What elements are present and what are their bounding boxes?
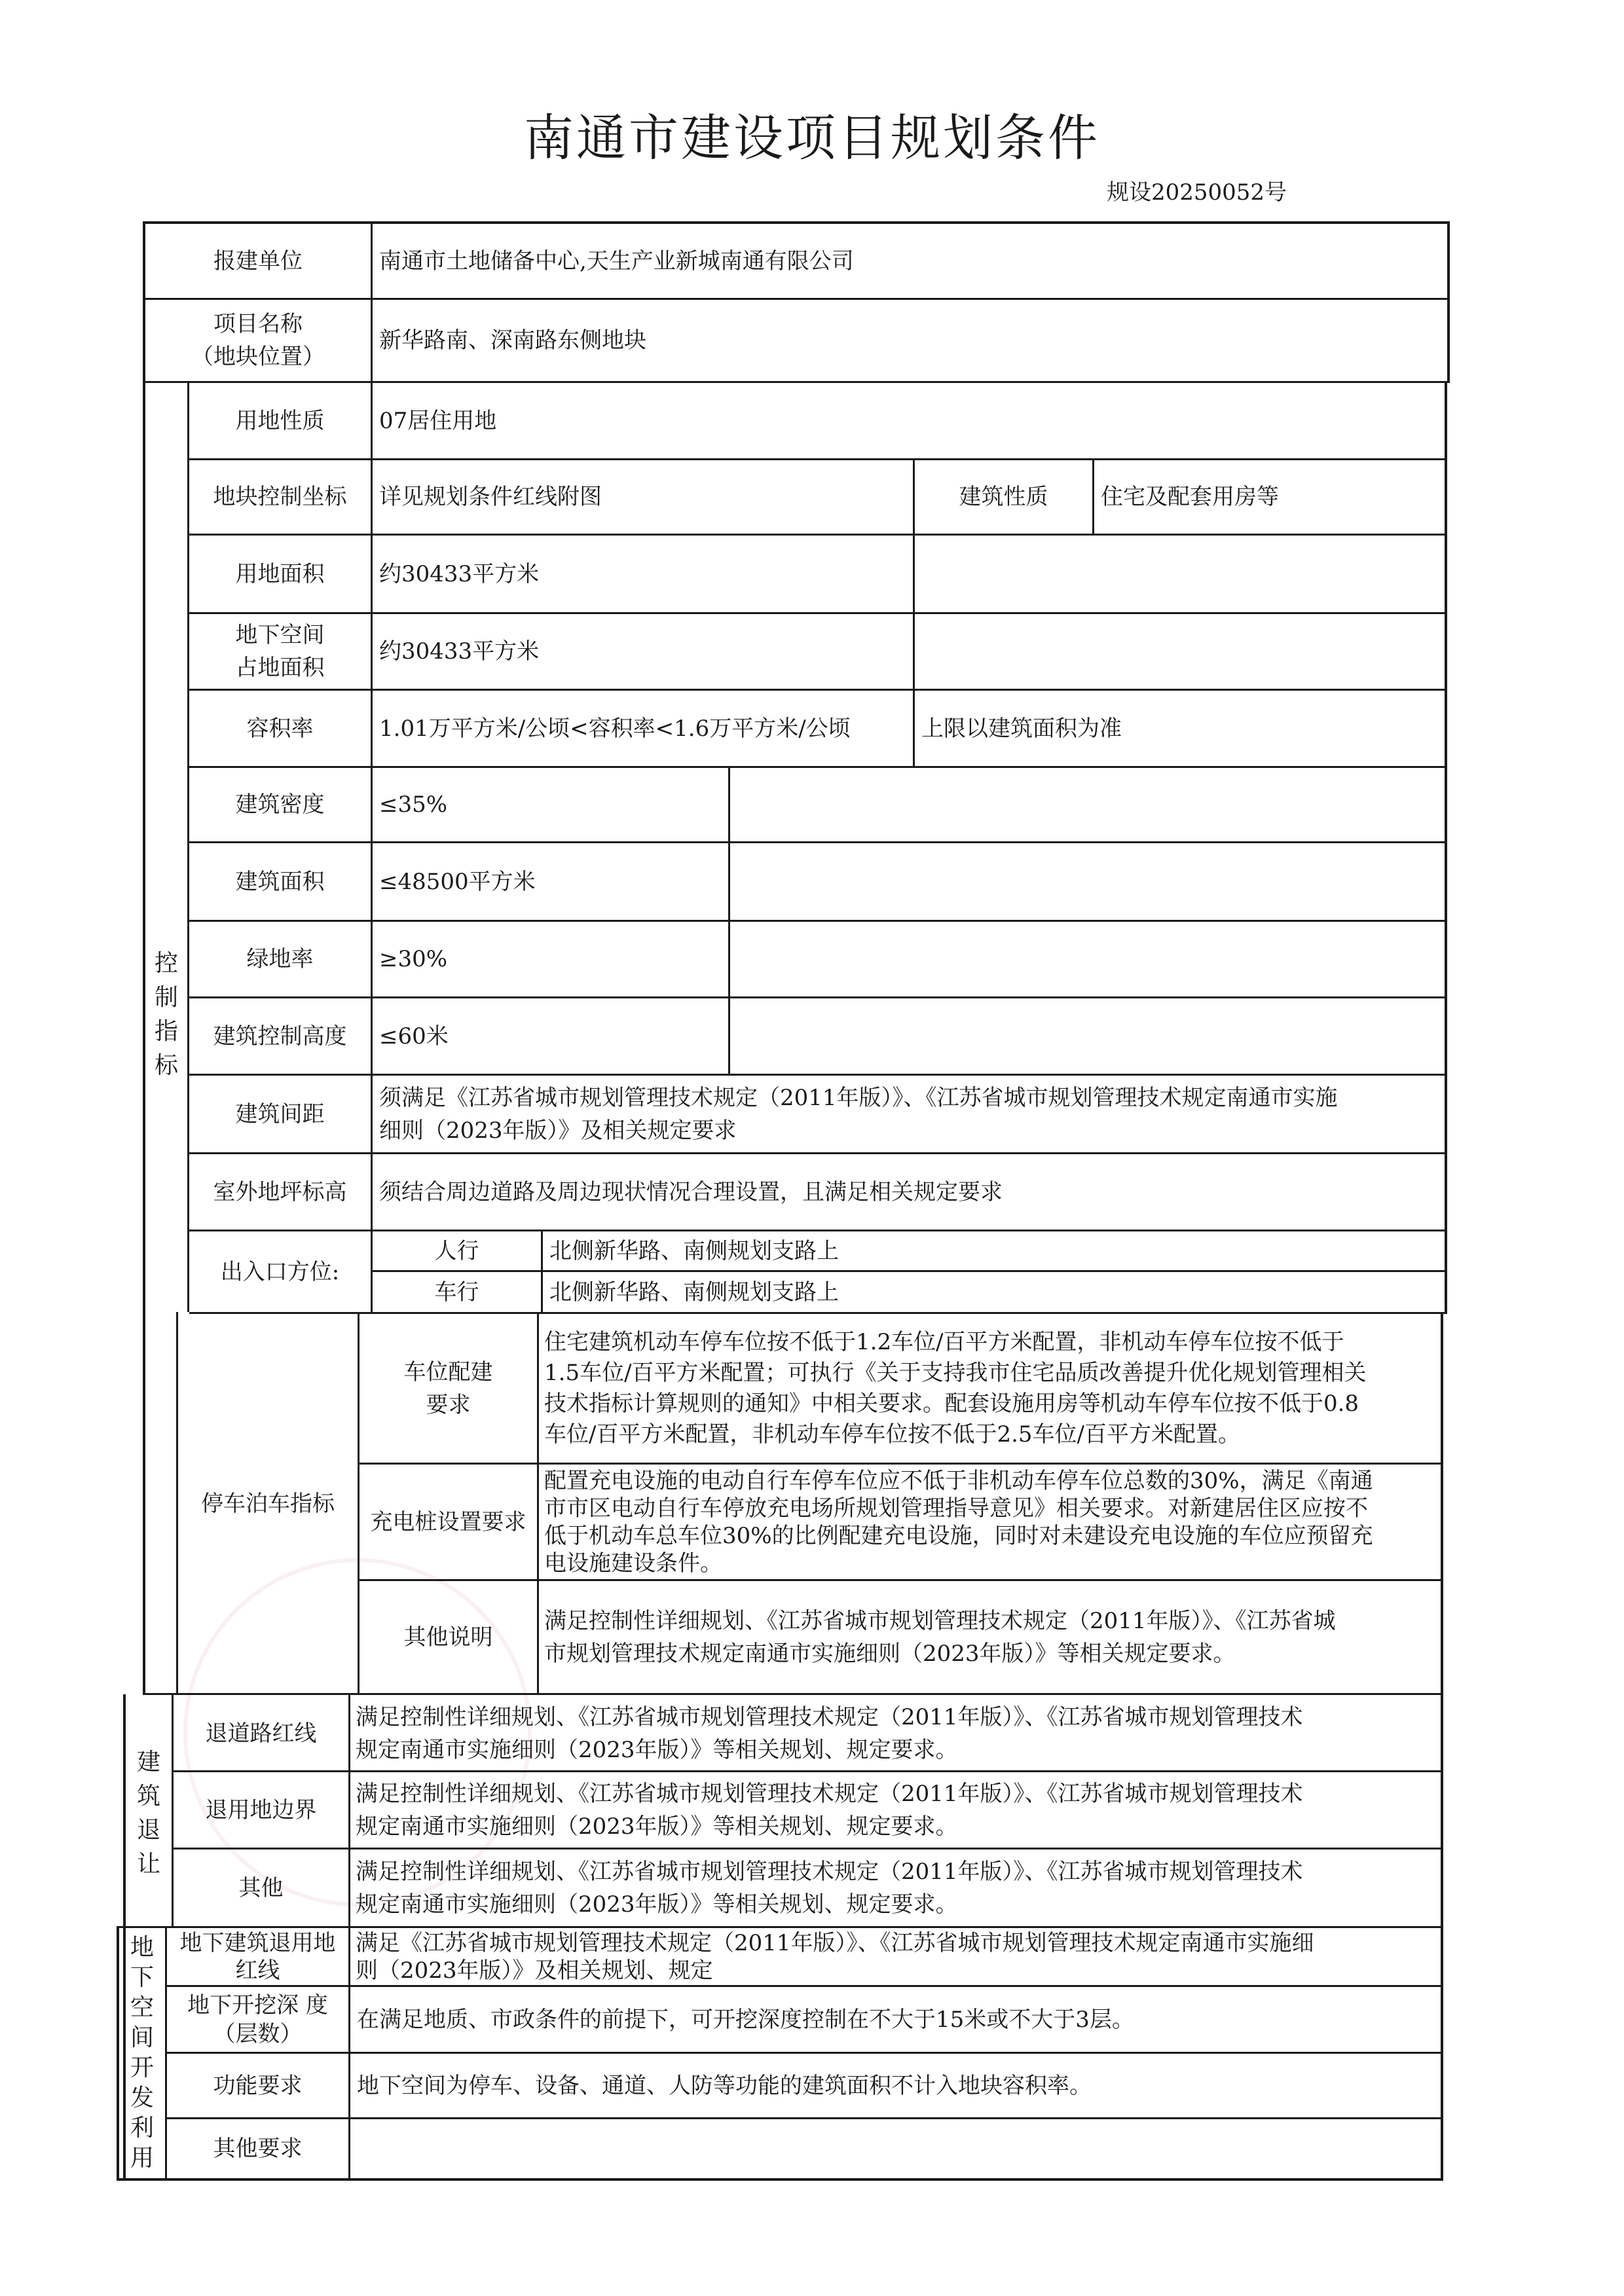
excavation-depth-value: 在满足地质、市政条件的前提下，可开挖深度控制在不大于15米或不大于3层。 [357,2006,1134,2033]
green-ratio-value: ≥30% [379,946,448,972]
control-group-char: 指 [154,1018,178,1045]
spacing-value [373,1076,1445,1152]
density-value: ≤35% [379,792,448,818]
underground-group-char: 地 [130,1934,154,1961]
parking-other-line: 市规划管理技术规定南通市实施细则（2023年版）》等相关规定要求。 [544,1640,1236,1667]
vehicle-value: 北侧新华路、南侧规划支路上 [549,1279,839,1305]
function-label: 功能要求 [213,2072,303,2099]
excavation-depth-label [167,1987,348,2052]
pedestrian-label: 人行 [434,1237,479,1264]
setback-group-char: 建 [136,1749,160,1776]
elevation-label: 室外地坪标高 [213,1178,347,1205]
pedestrian-value: 北侧新华路、南侧规划支路上 [549,1237,839,1264]
underground-area-value: 约30433平方米 [379,638,540,665]
charging-line: 配置充电设施的电动自行车停车位应不低于非机动车停车位总数的30%，满足《南通 [544,1467,1373,1494]
other-setback-label: 其他 [238,1874,284,1901]
control-group-char: 标 [154,1052,178,1079]
parking-spaces-line: 住宅建筑机动车停车位按不低于1.2车位/百平方米配置，非机动车停车位按不低于 [544,1328,1344,1355]
charging-value [539,1465,1441,1579]
parking-spaces-label-line2: 要求 [426,1391,471,1418]
excavation-depth-label-line2: （层数） [213,2020,303,2047]
road-setback-label: 退道路红线 [205,1720,317,1747]
density-label: 建筑密度 [235,792,325,818]
spacing-line: 须满足《江苏省城市规划管理技术规定（2011年版）》、《江苏省城市规划管理技术规定南通市实施 [379,1084,1338,1111]
project-label-line2: （地块位置） [191,344,325,370]
project-label-line1: 项目名称 [213,311,303,337]
floor-area-label: 建筑面积 [235,868,325,895]
elevation-value: 须结合周边道路及周边现状情况合理设置，且满足相关规定要求 [379,1178,1003,1205]
underground-setback-label-line1: 地下建筑退用地 [179,1929,336,1956]
setback-group-char: 筑 [136,1783,160,1810]
parking-spaces-label-line1: 车位配建 [403,1358,493,1385]
spacing-label: 建筑间距 [235,1101,325,1127]
excavation-depth-label-line1: 地下开挖深 度 [187,1992,328,2018]
land-area-label: 用地面积 [235,560,325,587]
parking-other-line: 满足控制性详细规划、《江苏省城市规划管理技术规定（2011年版）》、《江苏省城 [544,1607,1336,1634]
other-setback-line: 规定南通市实施细则（2023年版）》等相关规划、规定要求。 [356,1891,958,1918]
underground-group-char: 间 [130,2024,154,2051]
road-setback-value [350,1696,1441,1770]
far-label: 容积率 [246,715,314,742]
underground-setback-value [350,1928,1441,1985]
floor-area-value: ≤48500平方米 [379,868,536,895]
spacing-line: 细则（2023年版）》及相关规定要求 [379,1117,737,1144]
boundary-setback-line: 规定南通市实施细则（2023年版）》等相关规划、规定要求。 [356,1813,958,1840]
page-title: 南通市建设项目规划条件 [524,109,1100,167]
control-group-char: 控 [154,950,178,977]
road-setback-line: 规定南通市实施细则（2023年版）》等相关规划、规定要求。 [356,1736,958,1763]
parking-spaces-line: 1.5车位/百平方米配置；可执行《关于支持我市住宅品质改善提升优化规划管理相关 [544,1359,1367,1386]
coords-value: 详见规划条件红线附图 [379,484,602,510]
charging-line: 低于机动车总车位30%的比例配建充电设施，同时对未建设充电设施的车位应预留充 [544,1522,1373,1549]
parking-spaces-line: 车位/百平方米配置，非机动车停车位按不低于2.5车位/百平方米配置。 [544,1421,1240,1448]
control-group-label [145,903,187,1126]
control-group-char: 制 [154,984,178,1011]
underground-group-char: 下 [130,1964,154,1991]
far-note: 上限以建筑面积为准 [921,715,1122,742]
charging-line: 市市区电动自行车停放充电场所规划管理指导意见》相关要求。对新建居住区应按不 [544,1495,1368,1522]
vehicle-label: 车行 [434,1279,479,1305]
underground-group-label [119,1928,165,2178]
setback-group-char: 让 [136,1851,160,1878]
setback-group-label [126,1715,172,1912]
parking-label: 停车泊车指标 [201,1491,335,1517]
charging-line: 电设施建设条件。 [544,1550,722,1576]
project-value: 新华路南、深南路东侧地块 [379,327,646,354]
boundary-setback-value [350,1772,1441,1848]
underground-setback-label [167,1928,348,1985]
setback-group-char: 退 [136,1817,160,1844]
boundary-setback-line: 满足控制性详细规划、《江苏省城市规划管理技术规定（2011年版）》、《江苏省城市规划管理技术 [356,1780,1303,1807]
land-area-value: 约30433平方米 [379,560,540,587]
applicant-label: 报建单位 [213,247,303,274]
underground-area-label-line1: 地下空间 [235,622,325,648]
height-label: 建筑控制高度 [213,1023,347,1049]
parking-spaces-value [539,1314,1441,1463]
parking-spaces-line: 技术指标计算规则的通知》中相关要求。配套设施用房等机动车停车位按不低于0.8 [544,1390,1359,1417]
other-setback-value [350,1850,1441,1926]
land-use-label: 用地性质 [235,407,325,434]
document-number: 规设20250052号 [1107,179,1287,206]
underground-group-char: 发 [130,2085,154,2111]
building-type-value: 住宅及配套用房等 [1101,484,1279,510]
other-requirements-value [350,2119,1441,2178]
parking-spaces-label [360,1314,537,1463]
coords-label: 地块控制坐标 [213,484,347,510]
underground-group-char: 用 [130,2145,154,2172]
building-type-label: 建筑性质 [959,484,1048,510]
other-setback-line: 满足控制性详细规划、《江苏省城市规划管理技术规定（2011年版）》、《江苏省城市规划管理技术 [356,1858,1303,1885]
road-setback-line: 满足控制性详细规划、《江苏省城市规划管理技术规定（2011年版）》、《江苏省城市规划管理技术 [356,1704,1303,1730]
underground-setback-label-line2: 红线 [235,1957,280,1984]
underground-group-char: 开 [130,2054,154,2081]
underground-setback-line: 满足《江苏省城市规划管理技术规定（2011年版）》、《江苏省城市规划管理技术规定南通市实施细 [356,1929,1314,1956]
underground-setback-line: 则（2023年版）》及相关规划、规定 [356,1957,713,1984]
green-ratio-label: 绿地率 [246,946,314,972]
boundary-setback-label: 退用地边界 [205,1796,317,1823]
land-use-value: 07居住用地 [379,407,497,434]
function-value: 地下空间为停车、设备、通道、人防等功能的建筑面积不计入地块容积率。 [357,2072,1092,2099]
underground-area-label-line2: 占地面积 [235,655,325,681]
applicant-value: 南通市土地储备中心,天生产业新城南通有限公司 [379,247,854,274]
underground-group-char: 利 [130,2115,154,2141]
project-label [145,300,371,381]
access-label: 出入口方位: [220,1258,340,1285]
other-requirements-label: 其他要求 [213,2136,303,2162]
height-value: ≤60米 [379,1023,449,1049]
underground-area-label [189,614,371,689]
far-value: 1.01万平方米/公顷<容积率<1.6万平方米/公顷 [379,715,851,742]
underground-group-char: 空 [130,1994,154,2021]
parking-other-value [539,1581,1441,1693]
parking-other-label: 其他说明 [403,1624,493,1650]
charging-label: 充电桩设置要求 [370,1508,526,1535]
